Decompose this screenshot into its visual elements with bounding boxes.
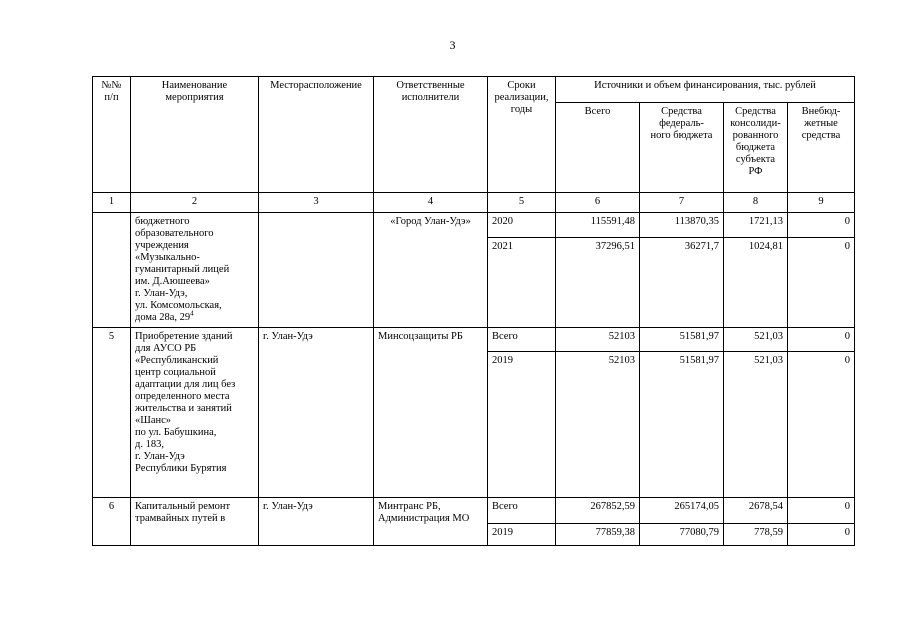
column-number: 5	[488, 193, 556, 213]
financing-table	[92, 76, 855, 546]
row-total: 115591,48	[556, 213, 640, 238]
row-consolidated: 521,03	[724, 328, 788, 352]
column-number-row	[93, 193, 855, 213]
row-offbudget: 0	[788, 238, 855, 328]
row-offbudget: 0	[788, 352, 855, 498]
header-federal: Средства федераль- ного бюджета	[640, 103, 724, 193]
row-total: 77859,38	[556, 524, 640, 546]
header-sources: Источники и объем финансирования, тыс. рублей	[556, 77, 855, 103]
row-executor: «Город Улан-Удэ»	[374, 213, 488, 328]
row-number: 5	[93, 328, 131, 498]
row-offbudget: 0	[788, 498, 855, 524]
row-total: 52103	[556, 328, 640, 352]
row-term: 2019	[488, 524, 556, 546]
page-number: 3	[449, 38, 456, 52]
column-number: 8	[724, 193, 788, 213]
column-number: 4	[374, 193, 488, 213]
row-name: бюджетного образовательного учреждения «Музыкально- гуманитарный лицей им. Д.Аюшеева» г. Улан-Удэ, ул. Комсомольская, дома 28а, $29^4$	[131, 213, 259, 328]
header-executors: Ответственные исполнители	[374, 77, 488, 193]
row-term: Всего	[488, 498, 556, 524]
row-name: Капитальный ремонт трамвайных путей в	[131, 498, 259, 546]
row-offbudget: 0	[788, 328, 855, 352]
column-number: 3	[259, 193, 374, 213]
row-offbudget: 0	[788, 213, 855, 238]
row-consolidated: 778,59	[724, 524, 788, 546]
row-federal: 265174,05	[640, 498, 724, 524]
row-executor: Минсоцзащиты РБ	[374, 328, 488, 498]
table-row	[93, 213, 855, 238]
row-term: Всего	[488, 328, 556, 352]
row-term: 2020	[488, 213, 556, 238]
table-row	[93, 498, 855, 524]
row-term: 2019	[488, 352, 556, 498]
row-consolidated: 1721,13	[724, 213, 788, 238]
header-name: Наименование мероприятия	[131, 77, 259, 193]
header-total: Всего	[556, 103, 640, 193]
header-offbudget: Внебюд- жетные средства	[788, 103, 855, 193]
row-federal: 51581,97	[640, 352, 724, 498]
row-consolidated: 2678,54	[724, 498, 788, 524]
row-name: Приобретение зданий для АУСО РБ «Республиканский центр социальной адаптации для лиц без определенного места жительства и занятий «Шанс» по ул. Бабушкина, д. 183, г. Улан-Удэ Республики Бурятия	[131, 328, 259, 498]
row-term: 2021	[488, 238, 556, 328]
row-federal: 113870,35	[640, 213, 724, 238]
header-location: Месторасположение	[259, 77, 374, 193]
column-number: 7	[640, 193, 724, 213]
row-federal: 77080,79	[640, 524, 724, 546]
header-terms: Сроки реализации, годы	[488, 77, 556, 193]
column-number: 9	[788, 193, 855, 213]
row-location	[259, 213, 374, 328]
row-federal: 51581,97	[640, 328, 724, 352]
row-federal: 36271,7	[640, 238, 724, 328]
row-executor: Минтранс РБ, Администрация МО	[374, 498, 488, 546]
column-number: 2	[131, 193, 259, 213]
row-location: г. Улан-Удэ	[259, 328, 374, 498]
header-number: №№ п/п	[93, 77, 131, 193]
row-location: г. Улан-Удэ	[259, 498, 374, 546]
row-consolidated: 521,03	[724, 352, 788, 498]
row-total: 267852,59	[556, 498, 640, 524]
row-offbudget: 0	[788, 524, 855, 546]
header-consolidated: Средства консолиди- рованного бюджета субъекта РФ	[724, 103, 788, 193]
column-number: 6	[556, 193, 640, 213]
column-number: 1	[93, 193, 131, 213]
row-number	[93, 213, 131, 328]
row-total: 37296,51	[556, 238, 640, 328]
row-number: 6	[93, 498, 131, 546]
row-consolidated: 1024,81	[724, 238, 788, 328]
row-total: 52103	[556, 352, 640, 498]
table-row	[93, 328, 855, 352]
